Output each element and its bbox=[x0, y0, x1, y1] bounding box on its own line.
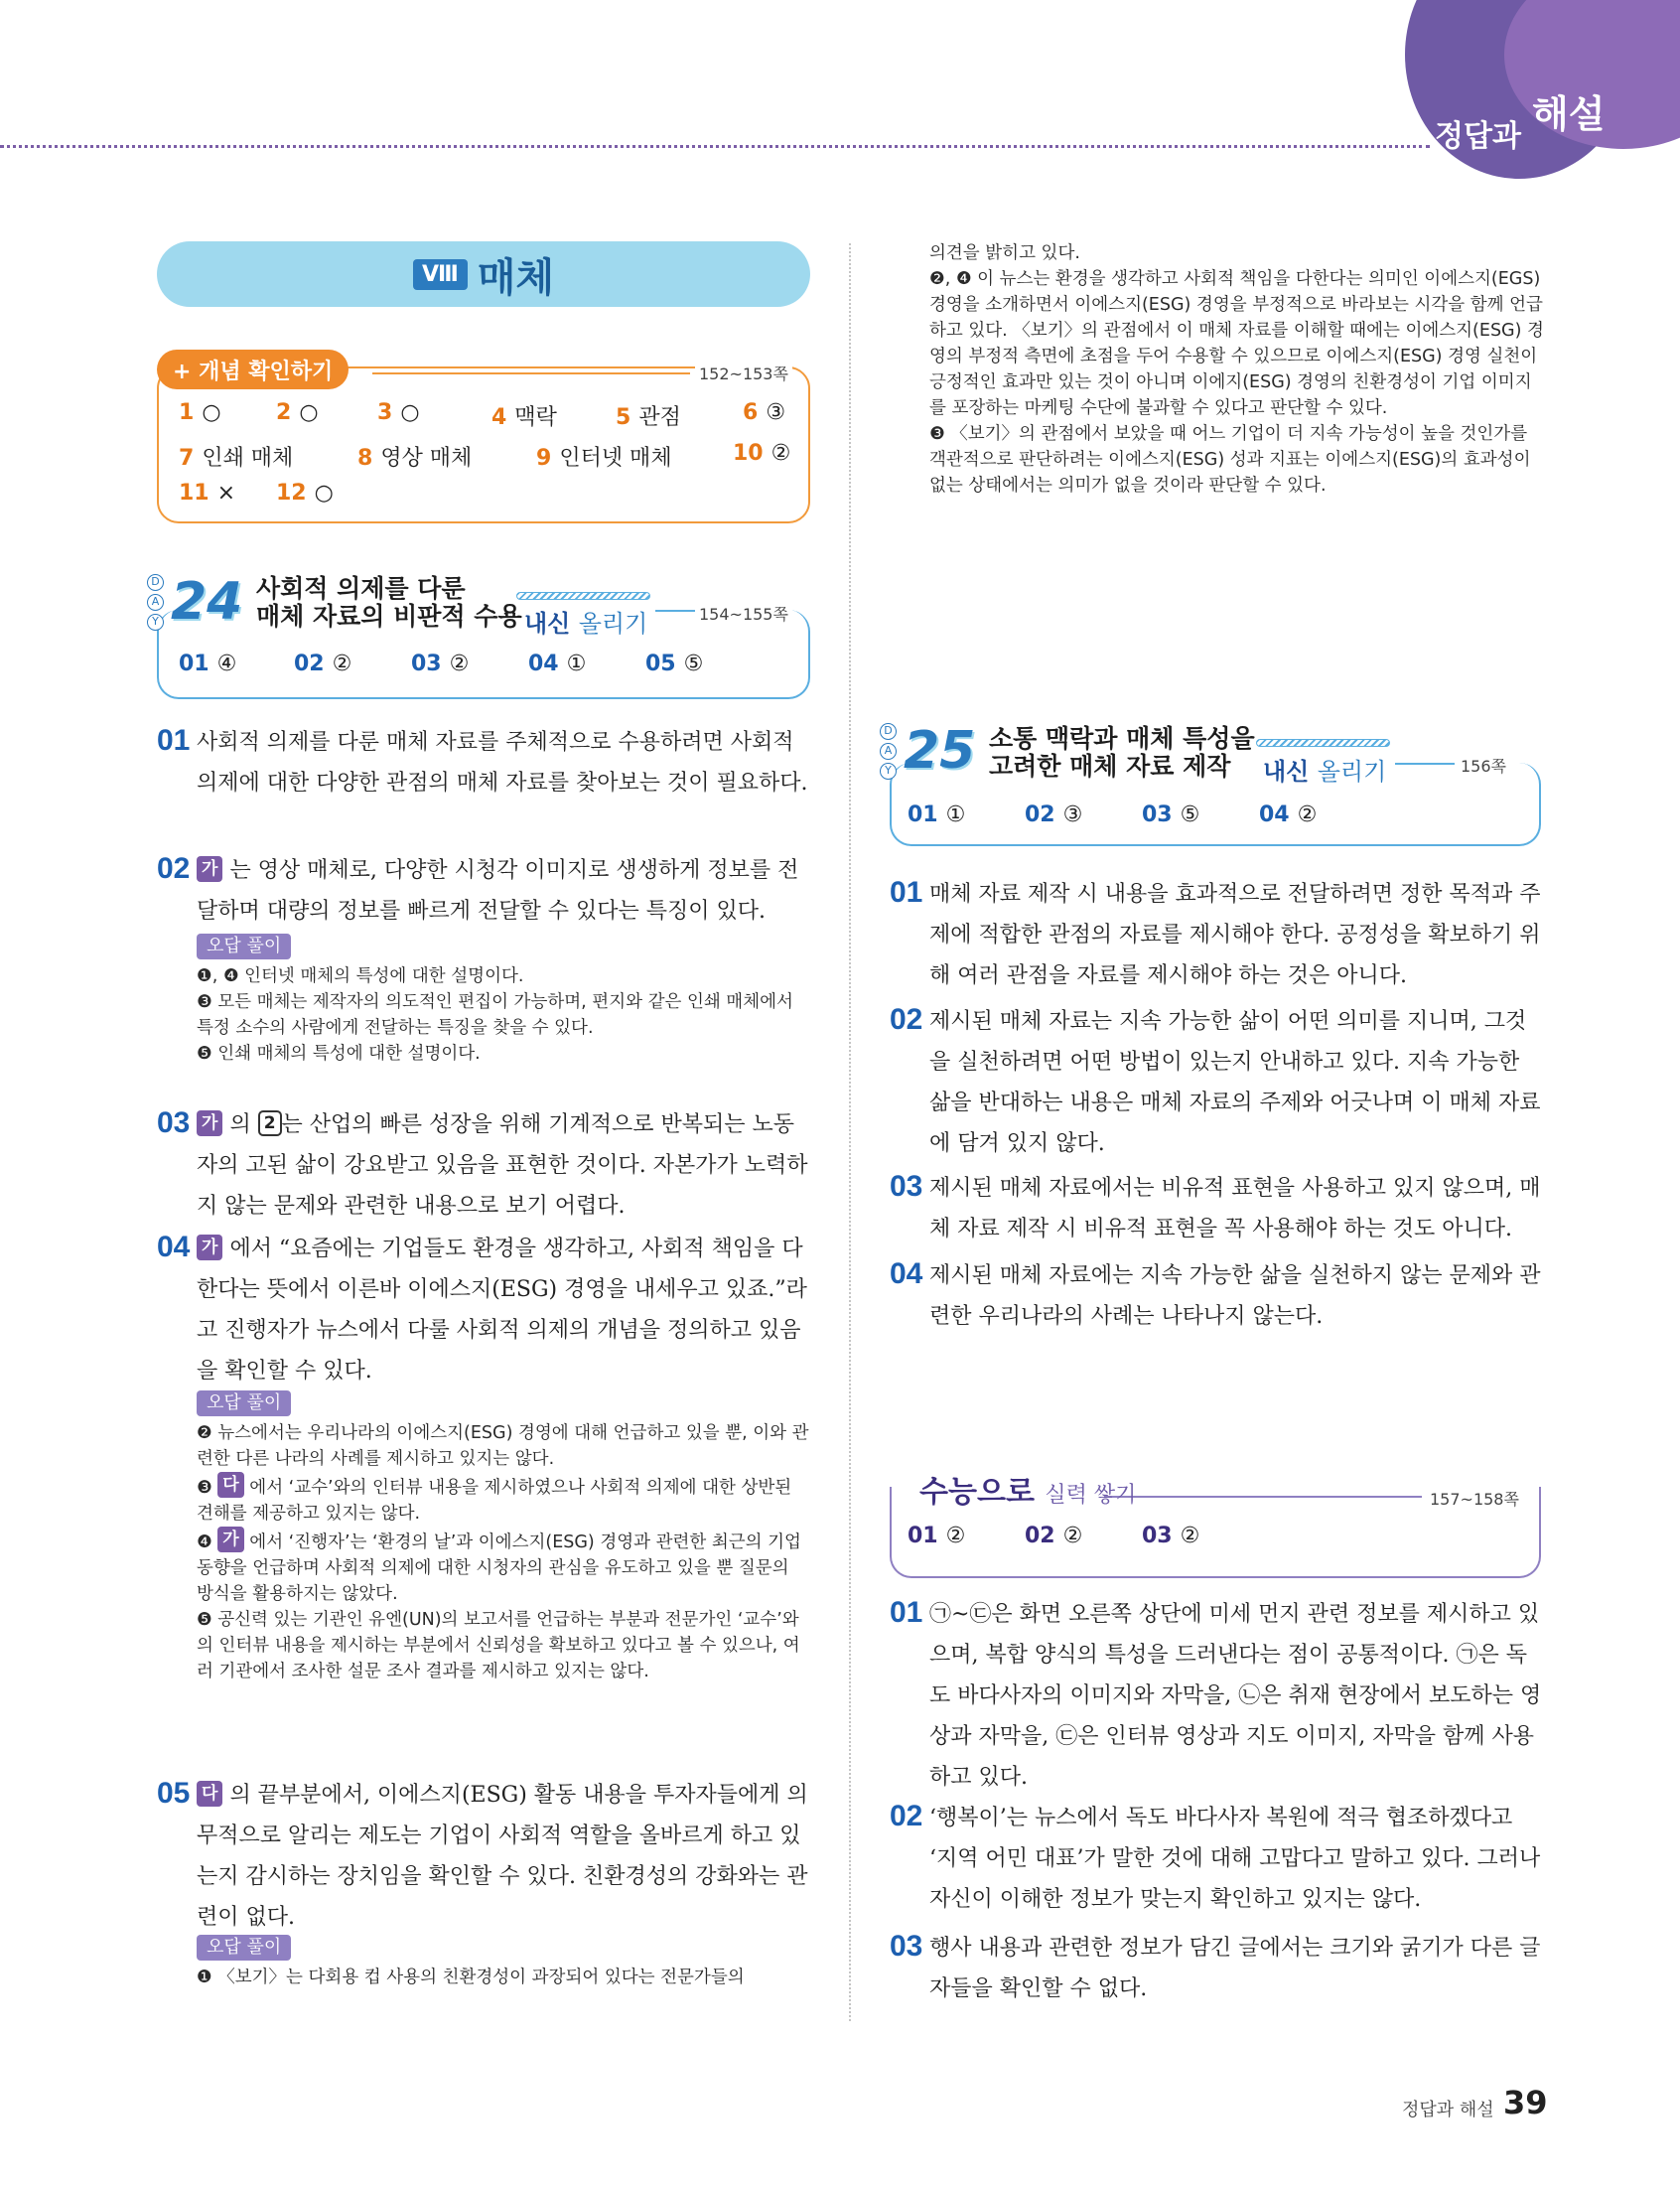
corner-label-large: 해설 bbox=[1532, 92, 1606, 136]
concept-answer: 5 관점 bbox=[616, 405, 681, 430]
explanation-text: 사회적 의제를 다룬 매체 자료를 주체적으로 수용하려면 사회적 의제에 대한 다양한 관점의 매체 자료를 찾아보는 것이 필요하다. bbox=[197, 730, 808, 796]
odap-label: 오답 풀이 bbox=[197, 1935, 291, 1961]
suneung-answer: 02 ② bbox=[1025, 1524, 1083, 1548]
day24-answer: 02 ② bbox=[294, 652, 352, 676]
right-continued-notes: 의견을 밝히고 있다. ❷, ❹ 이 뉴스는 환경을 생각하고 사회적 책임을 다한다는 의미인 이에스지(EGS) 경영을 소개하면서 이에스지(ESG) 경영을 부정적으로 바라보는 시각을 함께 언급하고 있다. 〈보기〉의 관점에서 이 매체 자료를 이해할 때에는 이에스지(ESG) 경영의 부정적 측면에 초점을 두어 수용할 수 있으므로 이에스지(ESG) 경영 실천이 긍정적인 효과만 있는 것이 아니며 이에지(ESG) 경영의 친환경성이 기업 이미지를 포장하는 마케팅 수단에 불과할 수 있다고 판단할 수 있다. ❸ 〈보기〉의 관점에서 보았을 때 어느 기업이 더 지속 가능성이 높을 것인가를 객관적으로 판단하려는 이에스지(ESG) 성과 지표는 이에스지(ESG)의 효과성이 없는 상태에서는 의미가 없을 것이라 판단할 수 있다. bbox=[929, 243, 1544, 496]
question-number: 01 bbox=[890, 876, 923, 909]
concept-answer: 8 영상 매체 bbox=[357, 446, 473, 471]
explanation-text: 제시된 매체 자료는 지속 가능한 삶이 어떤 의미를 지니며, 그것을 실천하려면 어떤 방법이 있는지 안내하고 있다. 지속 가능한 삶을 반대하는 내용은 매체 자료의 주제와 어긋나며 이 매체 자료에 담겨 있지 않다. bbox=[929, 1009, 1541, 1156]
day24-day-badge: D A Y bbox=[147, 574, 164, 631]
day24-answer: 03 ② bbox=[411, 652, 470, 676]
source-tag: 가 bbox=[197, 856, 222, 882]
day25-answer: 03 ⑤ bbox=[1142, 803, 1200, 827]
suneung-title: 수능으로 실력 쌓기 bbox=[919, 1475, 1137, 1510]
odap-label: 오답 풀이 bbox=[197, 934, 291, 959]
day24-title-line1: 사회적 의제를 다룬 bbox=[256, 574, 466, 603]
day25-header-line bbox=[1395, 763, 1455, 765]
boxed-number: 2 bbox=[258, 1110, 282, 1136]
header-dotted-line bbox=[0, 145, 1430, 148]
odap-label: 오답 풀이 bbox=[197, 1390, 291, 1416]
question-number: 03 bbox=[890, 1930, 923, 1963]
concept-answer: 11 × bbox=[179, 481, 236, 506]
source-tag: 가 bbox=[197, 1235, 222, 1260]
suneung-pages: 157~158쪽 bbox=[1426, 1487, 1523, 1510]
day25-answer: 01 ① bbox=[908, 803, 966, 827]
day25-day-badge: D A Y bbox=[880, 723, 897, 780]
concept-pages: 152~153쪽 bbox=[695, 362, 792, 384]
question-number: 02 bbox=[157, 852, 191, 885]
day24-pages: 154~155쪽 bbox=[695, 602, 792, 625]
question-number: 03 bbox=[157, 1106, 191, 1139]
explanation-text: ‘행복이’는 뉴스에서 독도 바다사자 복원에 적극 협조하겠다고 ‘지역 어민 대표’가 말한 것에 대해 고맙다고 말하고 있다. 그러나 자신이 이해한 정보가 맞는지 확인하고 있지는 않다. bbox=[929, 1806, 1541, 1912]
explanation-text: 행사 내용과 관련한 정보가 담긴 글에서는 크기와 굵기가 다른 글자들을 확인할 수 없다. bbox=[929, 1936, 1541, 2001]
concept-answer: 2 ○ bbox=[276, 400, 319, 425]
unit-title: 매체 bbox=[477, 254, 555, 301]
question-number: 01 bbox=[157, 724, 191, 757]
concept-check-label: + 개념 확인하기 bbox=[157, 350, 349, 389]
day25-stripe bbox=[1256, 739, 1390, 747]
explanation-text: 다 의 끝부분에서, 이에스지(ESG) 활동 내용을 투자자들에게 의무적으로 알리는 제도는 기업이 사회적 역할을 올바르게 하고 있는지 감시하는 장치임을 확인할 수 있다. 친환경성의 강화와는 관련이 없다. bbox=[197, 1783, 808, 1930]
column-divider bbox=[849, 243, 851, 2021]
concept-answer: 3 ○ bbox=[377, 400, 420, 425]
day25-number: 25 bbox=[904, 721, 976, 781]
corner-label-small: 정답과 bbox=[1435, 119, 1521, 154]
concept-answer: 4 맥락 bbox=[491, 405, 557, 430]
page-number: 39 bbox=[1503, 2084, 1548, 2121]
source-tag: 다 bbox=[217, 1472, 243, 1498]
footer-label: 정답과 해설 bbox=[1402, 2100, 1494, 2120]
question-number: 01 bbox=[890, 1596, 923, 1629]
source-tag: 가 bbox=[217, 1527, 243, 1552]
unit-banner bbox=[157, 241, 810, 307]
day24-number: 24 bbox=[171, 572, 243, 632]
question-number: 02 bbox=[890, 1003, 923, 1036]
explanation-text: 가 의 2 는 산업의 빠른 성장을 위해 기계적으로 반복되는 노동자의 고된 삶이 강요받고 있음을 표현한 것이다. 자본가가 노력하지 않는 문제와 관련한 내용으로 보기 어렵다. bbox=[197, 1112, 808, 1219]
day24-title-line2: 매체 자료의 비판적 수용 bbox=[256, 602, 522, 631]
question-number: 02 bbox=[890, 1800, 923, 1832]
explanation-text: 가 에서 “요즘에는 기업들도 환경을 생각하고, 사회적 책임을 다한다는 뜻에서 이른바 이에스지(ESG) 경영을 내세우고 있죠.”라고 진행자가 뉴스에서 다룰 사회적 의제의 개념을 정의하고 있음을 확인할 수 있다. bbox=[197, 1237, 807, 1384]
question-number: 03 bbox=[890, 1170, 923, 1203]
explanation-text: ㉠~㉢은 화면 오른쪽 상단에 미세 먼지 관련 정보를 제시하고 있으며, 복합 양식의 특성을 드러낸다는 점이 공통적이다. ㉠은 독도 바다사자의 이미지와 자막을, ㉡은 취재 현장에서 보도하는 영상과 자막을, ㉢은 인터뷰 영상과 지도 이미지, 자막을 함께 사용하고 있다. bbox=[929, 1602, 1542, 1790]
day24-stripe bbox=[516, 592, 650, 600]
unit-roman-numeral: Ⅷ bbox=[413, 259, 468, 290]
suneung-answer: 01 ② bbox=[908, 1524, 966, 1548]
concept-answer: 6 ③ bbox=[743, 400, 786, 425]
day25-title-line1: 소통 맥락과 매체 특성을 bbox=[989, 724, 1255, 753]
source-tag: 다 bbox=[197, 1781, 222, 1807]
explanation-text: 매체 자료 제작 시 내용을 효과적으로 전달하려면 정한 목적과 주제에 적합한 관점의 자료를 제시해야 한다. 공정성을 확보하기 위해 여러 관점을 자료를 제시해야 하는 것은 아니다. bbox=[929, 882, 1541, 988]
day25-answer: 02 ③ bbox=[1025, 803, 1083, 827]
day25-answer: 04 ② bbox=[1259, 803, 1318, 827]
day25-naesin-label: 내신 올리기 bbox=[1263, 758, 1387, 786]
suneung-header-line bbox=[1104, 1496, 1422, 1498]
concept-answer: 9 인터넷 매체 bbox=[536, 446, 672, 471]
concept-answer: 10 ② bbox=[733, 441, 791, 466]
suneung-answer: 03 ② bbox=[1142, 1524, 1200, 1548]
concept-answer: 12 ○ bbox=[276, 481, 334, 506]
wrong-answer-notes: 오답 풀이 ❶, ❹ 인터넷 매체의 특성에 대한 설명이다. ❸ 모든 매체는 제작자의 의도적인 편집이 가능하며, 편지와 같은 인쇄 매체에서 특정 소수의 사람에게 전달하는 특징을 찾을 수 있다. ❺ 인쇄 매체의 특성에 대한 설명이다. bbox=[197, 936, 793, 1064]
concept-answer: 1 ○ bbox=[179, 400, 221, 425]
day25-title-line2: 고려한 매체 자료 제작 bbox=[989, 752, 1231, 781]
question-number: 04 bbox=[157, 1231, 191, 1263]
concept-answer: 7 인쇄 매체 bbox=[179, 446, 294, 471]
concept-header-line bbox=[372, 372, 690, 374]
day25-pages: 156쪽 bbox=[1457, 754, 1510, 777]
wrong-answer-notes: 오답 풀이 ❷ 뉴스에서는 우리나라의 이에스지(ESG) 경영에 대해 언급하고 있을 뿐, 이와 관련한 다른 나라의 사례를 제시하고 있지는 않다. ❸ 다 에서 ‘교수’와의 인터뷰 내용을 제시하였으나 사회적 의제에 대한 상반된 견해를 제공하고 있지는 않다. ❹ 가 에서 ‘진행자’는 ‘환경의 날’과 이에스지(ESG) 경영과 관련한 최근의 기업 동향을 언급하며 사회적 의제에 대한 시청자의 관심을 유도하고 있을 뿐 질문의 방식을 활용하지는 않았다. ❺ 공신력 있는 기관인 유엔(UN)의 보고서를 언급하는 부분과 전문가인 ‘교수’와의 인터뷰 내용을 제시하는 부분에서 신뢰성을 확보하고 있다고 볼 수 있으나, 여러 기관에서 조사한 설문 조사 결과를 제시하고 있지는 않다. bbox=[197, 1392, 809, 1681]
question-number: 04 bbox=[890, 1257, 923, 1290]
day24-answer: 05 ⑤ bbox=[645, 652, 704, 676]
wrong-answer-notes: 오답 풀이 ❶ 〈보기〉는 다회용 컵 사용의 친환경성이 과장되어 있다는 전문가들의 bbox=[197, 1937, 745, 1987]
explanation-text: 제시된 매체 자료에는 지속 가능한 삶을 실천하지 않는 문제와 관련한 우리나라의 사례는 나타나지 않는다. bbox=[929, 1263, 1541, 1329]
day24-answer: 01 ④ bbox=[179, 652, 237, 676]
source-tag: 가 bbox=[197, 1110, 222, 1136]
day24-answer: 04 ① bbox=[528, 652, 587, 676]
explanation-text: 제시된 매체 자료에서는 비유적 표현을 사용하고 있지 않으며, 매체 자료 제작 시 비유적 표현을 꼭 사용해야 하는 것도 아니다. bbox=[929, 1176, 1541, 1241]
question-number: 05 bbox=[157, 1777, 191, 1810]
day24-naesin-label: 내신 올리기 bbox=[524, 610, 648, 638]
explanation-text: 가 는 영상 매체로, 다양한 시청각 이미지로 생생하게 정보를 전달하며 대량의 정보를 빠르게 전달할 수 있다는 특징이 있다. bbox=[197, 858, 799, 924]
